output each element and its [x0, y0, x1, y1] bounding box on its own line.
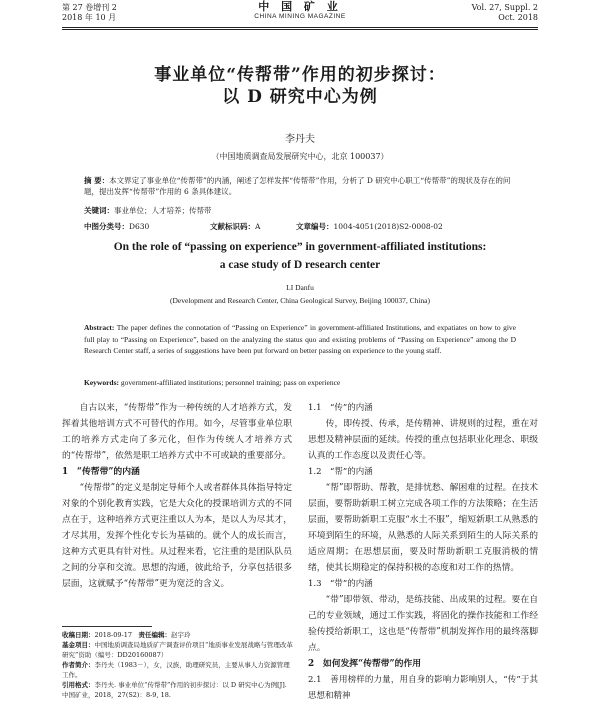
header-rule: [62, 27, 538, 28]
english-affiliation: (Development and Research Center, China Geological Survey, Beijing 100037, China): [170, 296, 430, 305]
english-title: [0, 238, 600, 274]
fund-line: 基金项目：中国地质调查局地质矿产调查评价项目“地质事业发展战略与管理改革研究”资助（编号：DD20160087）: [62, 641, 293, 659]
keywords-en: [84, 378, 516, 387]
section-1-1-heading: 1.1 “传”的内涵: [308, 403, 373, 413]
clc-code: 中图分类号：D630: [84, 222, 150, 231]
section-1-paragraph: “传帮带”的定义是制定导师个人或者群体具体指导特定对象的个别化教育实践，它是大众化的授课培训方式的不同点在于，这种培养方式更注重以人为本，是以人为尽其才，才尽其用，发挥个性化专长为基础的。就个人的成长而言，这种方式更具有针对性。从过程来看，它注重的是团队队员之间的分享和交流。思想的沟通，彼此给予，分享包括很多层面，这就赋予“传帮带”更为宽泛的含义。: [62, 483, 292, 589]
date-en: Oct. 2018: [498, 13, 538, 22]
paper-title: [0, 64, 600, 108]
abstract-cn: [84, 175, 516, 197]
header-rule-2: [62, 29, 538, 30]
keywords-label: 关键词：: [84, 206, 114, 215]
journal-title-en: CHINA MINING MAGAZINE: [254, 13, 346, 20]
section-1-3-heading: 1.3 “带”的内涵: [308, 579, 373, 589]
section-1-3-paragraph: “带”即带领、带动，是练技能、出成果的过程。要在自己的专业领域，通过工作实践，将固化的操作技能和工作经验传授给新职工，这也是“传帮带”机制发挥作用的最终落脚点。: [308, 595, 538, 653]
keywords-cn: [84, 205, 516, 216]
section-1-2-paragraph: “帮”即帮助、帮教，是排忧愁、解困难的过程。在技术层面，要帮助新职工树立完成各项工作的方法策略；在生活层面，要帮助新职工克服“水土不服”，缩短新职工从熟悉的环境到陌生的环境，从熟悉的人际关系到陌生的人际关系的适应周期；在思想层面，要及时帮助新职工克服消极的情绪，使其长期稳定的保持积极的态度和对工作的热情。: [308, 483, 538, 573]
en-title-line-2: a case study of D research center: [219, 259, 381, 271]
keywords-text: 事业单位；人才培养；传帮带: [114, 206, 212, 215]
section-1-2-heading: 1.2 “帮”的内涵: [308, 467, 373, 477]
en-abstract-text: The paper defines the connotation of “Passing on Experience” in government-affiliated Institutions, and expatiates on how to give full play to “Passing on Experience”, based on the analyzing the status quo and existing problems of “Passing on Experience” among the D Research Center staff, a series of suggestions have been put forward on better passing on experience to the young staff.: [84, 323, 516, 355]
section-1-heading: 1 “传帮带”的内涵: [62, 467, 140, 477]
article-number: 文章编号：1004-4051(2018)S2-0008-02: [296, 222, 443, 231]
section-1-1-paragraph: 传，即传授、传承，是传精神、讲规则的过程，重在对思想及精神层面的延续。传授的重点包括职业化理念、职级认真的工作态度以及责任心等。: [308, 419, 538, 461]
volume-cn: 第 27 卷增刊 2: [62, 3, 117, 12]
author-name: 李丹夫: [285, 134, 315, 145]
intro-paragraph: 自古以来，“传帮带”作为一种传统的人才培养方式，发挥着其他培训方式不可替代的作用。如今，尽管事业单位职工的培养方式走向了多元化，但作为传统人才培养方式的“传帮带”，依然是职工培养方式中不可或缺的重要部分。: [62, 403, 292, 461]
en-title-line-1: On the role of “passing on experience” in government-affiliated institutions:: [113, 241, 487, 253]
author-bio-line: 作者简介：李丹夫（1983－），女，汉族，助理研究员，主要从事人力资源管理工作。: [62, 661, 290, 679]
en-keywords-text: government-affiliated institutions; personnel training; pass on experience: [120, 378, 341, 387]
body-column-left: [62, 400, 292, 592]
author-affiliation: （中国地质调查局发展研究中心，北京 100037）: [211, 152, 389, 161]
title-line-1: 事业单位“传帮带”作用的初步探讨：: [154, 65, 446, 85]
footnote-rule: [62, 626, 152, 627]
header-right: [472, 3, 538, 23]
title-line-2: 以 D 研究中心为例: [222, 87, 378, 107]
running-header: [0, 0, 600, 24]
date-cn: 2018 年 10 月: [62, 13, 117, 22]
volume-en: Vol. 27, Suppl. 2: [471, 3, 538, 12]
received-line: 收稿日期：2018-09-17 责任编辑：赵宇玲: [62, 631, 191, 639]
citation-line: 引用格式：李丹夫. 事业单位“传帮带”作用的初步探讨：以 D 研究中心为例[J]. 中国矿业，2018，27(S2)：8-9, 18.: [62, 681, 287, 699]
journal-title-cn: 中 国 矿 业: [258, 0, 342, 13]
section-2-heading: 2 如何发挥“传帮带”的作用: [308, 659, 422, 669]
footnote: [62, 630, 294, 700]
abstract-text: 本文界定了事业单位“传帮带”的内涵，阐述了怎样发挥“传帮带”作用，分析了 D 研究中心职工“传帮带”的现状及存在的问题，提出发挥“传帮带”作用的 6 条具体建议。: [84, 176, 511, 196]
abstract-label: 摘 要：: [84, 176, 110, 185]
body-column-right: [308, 400, 538, 704]
document-code: 文献标识码：A: [210, 222, 261, 231]
section-2-1-heading: 2.1 善用榜样的力量，用自身的影响力影响别人，“传”于其思想和精神: [308, 675, 538, 701]
en-abstract-label: Abstract:: [84, 323, 115, 332]
en-keywords-label: Keywords:: [84, 378, 119, 387]
abstract-en: [84, 322, 516, 357]
english-author: LI Danfu: [286, 283, 314, 292]
